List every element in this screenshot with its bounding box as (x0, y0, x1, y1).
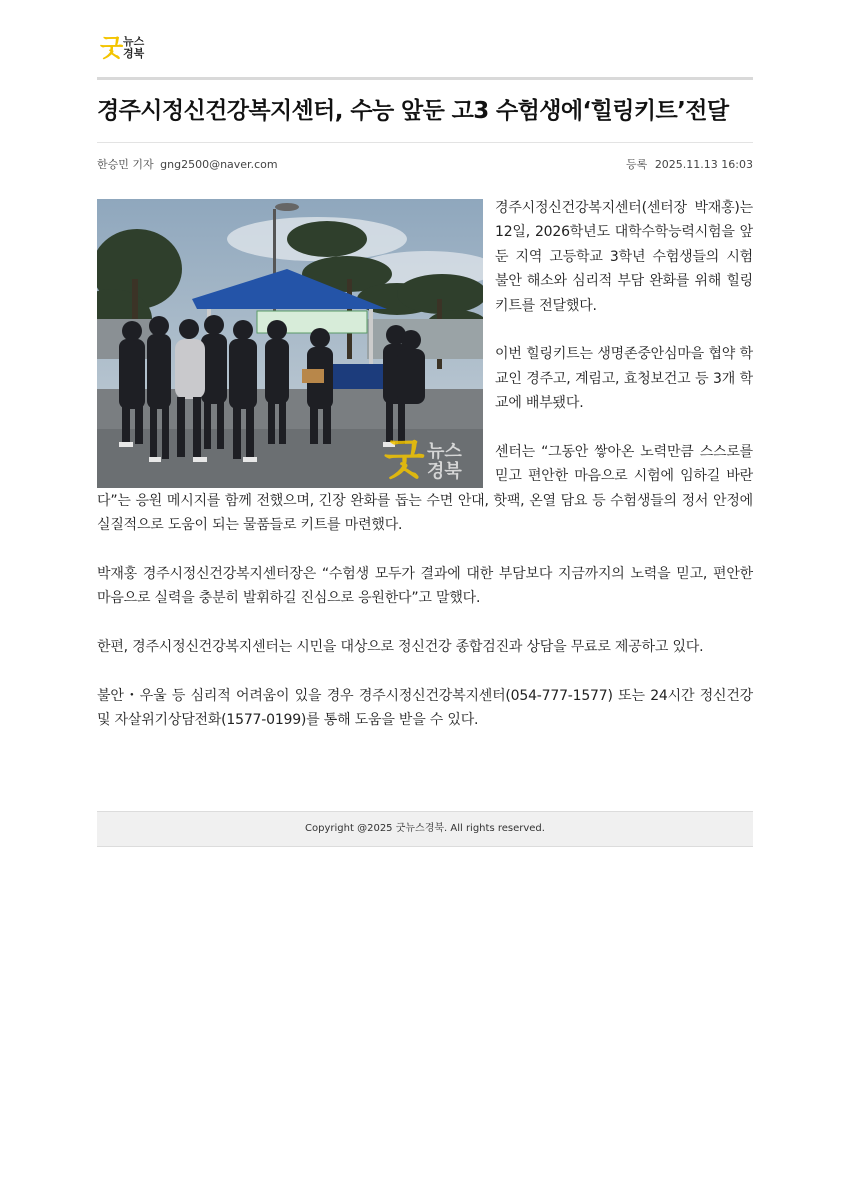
page-footer (97, 811, 753, 847)
photo-watermark-gyeongbuk: 경북 (427, 461, 462, 482)
site-logo[interactable] (100, 34, 160, 64)
copyright-text: Copyright @2025 굿뉴스경북. All rights reserved. (305, 823, 545, 834)
article-paragraph-3: 센터는 “그동안 쌓아온 노력만큼 스스로를 믿고 편안한 마음으로 시험에 임하길 바란다”는 응원 메시지를 함께 전했으며, 긴장 완화를 돕는 수면 안대, 핫팩, 온열 담요 등 수험생들의 정서 안정에 실질적으로 도움이 되는 물품들로 키트를 마련했다. (97, 444, 753, 534)
article-headline: 경주시정신건강복지센터, 수능 앞둔 고3 수험생에‘힐링키트’전달 (97, 98, 729, 124)
headline-divider (97, 142, 753, 143)
article-paragraph-4: 박재홍 경주시정신건강복지센터장은 “수험생 모두가 결과에 대한 부담보다 지금까지의 노력을 믿고, 편안한 마음으로 실력을 충분히 발휘하길 진심으로 응원한다”고 말했다. (97, 566, 753, 607)
article-body (97, 196, 753, 757)
byline (97, 156, 281, 172)
publish-date-label: 등록 (626, 158, 648, 171)
photo-watermark-news: 뉴스 (427, 441, 462, 462)
reporter-email[interactable]: gng2500@naver.com (160, 158, 278, 171)
photo-watermark-mark: 굿 (384, 435, 425, 484)
photo-float-spacer (97, 196, 495, 470)
reporter-name: 한승민 기자 (97, 158, 154, 171)
article-paragraph-5: 한편, 경주시정신건강복지센터는 시민을 대상으로 정신건강 종합검진과 상담을 무료로 제공하고 있다. (97, 639, 704, 656)
logo-text-gyeongbuk: 경북 (123, 47, 145, 60)
article-paragraph-1: 경주시정신건강복지센터(센터장 박재홍)는 12일, 2026학년도 대학수학능력시험을 앞둔 지역 고등학교 3학년 수험생들의 시험 불안 해소와 심리적 부담 완화를 위해 힐링키트를 전달했다. (495, 200, 753, 314)
publish-date (622, 156, 753, 172)
logo-text-news: 뉴스 (123, 35, 145, 48)
header-divider (97, 77, 753, 80)
article-paragraph-2: 이번 힐링키트는 생명존중안심마을 협약 학교인 경주고, 계림고, 효청보건고 등 3개 학교에 배부됐다. (495, 346, 753, 412)
article-paragraph-6: 불안・우울 등 심리적 어려움이 있을 경우 경주시정신건강복지센터(054-777-1577) 또는 24시간 정신건강 및 자살위기상담전화(1577-0199)를 통해 도움을 받을 수 있다. (97, 688, 753, 729)
publish-date-value: 2025.11.13 16:03 (654, 158, 753, 171)
logo-mark: 굿 (100, 34, 124, 62)
